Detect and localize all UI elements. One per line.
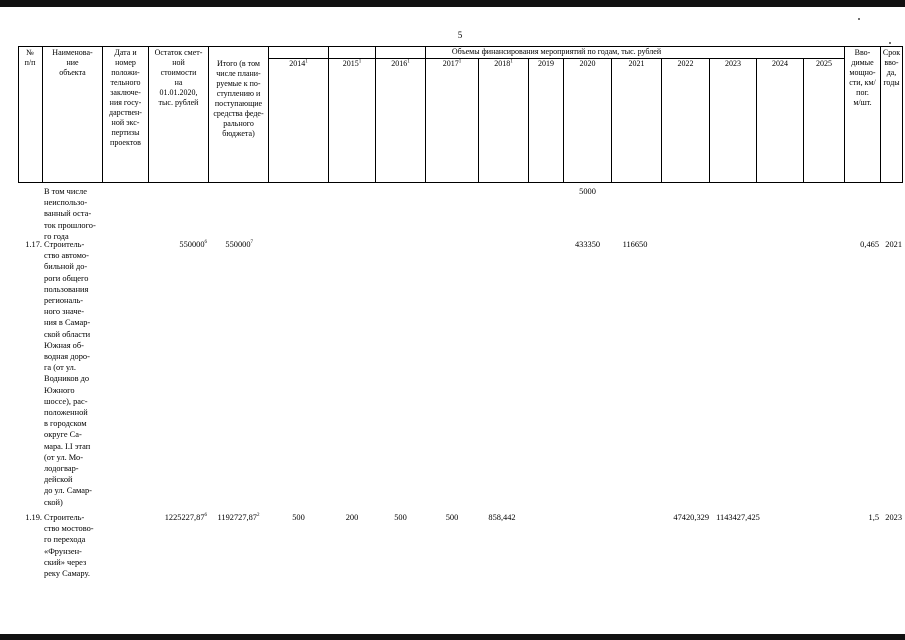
table-row-1-19-2014: 500 (292, 513, 305, 522)
table-row-1-19-2017: 500 (445, 513, 459, 522)
year-header-2014: 2014$^1$ (289, 59, 308, 68)
year-header-2024: 2024 (772, 59, 788, 68)
year-header-2017: 2017$^1$ (442, 59, 462, 68)
financing-table (18, 46, 903, 632)
page-number: 5 (457, 30, 463, 40)
scan-speck (889, 42, 891, 44)
header-number: № п/п (24, 48, 36, 67)
table-row-1-17-2021: 116650 (622, 240, 648, 249)
table-row-1-19-2023: 1143427,425 (716, 513, 760, 522)
year-header-2022: 2022 (677, 59, 694, 68)
table-row-1-19-balance: 1225227,87$^6$ (164, 513, 207, 522)
table-row-1-17-balance: 550000$^6$ (179, 240, 207, 249)
scan-bottom-border (0, 634, 905, 640)
header-total: Итого (в том числе плани- руемые к по- ступлению и поступающие средства феде- рального бюджета) (213, 59, 264, 138)
year-header-2025: 2025 (816, 59, 832, 68)
table-row-1-19-2016: 500 (394, 513, 407, 522)
header-expert-conclusion: Дата и номер положи- тельного заключе- ния госу- дарствен- ной экс- пертизы проектов (109, 48, 142, 147)
table-row-1-19-capacity: 1,5 (868, 513, 879, 522)
table-row-1-19-2015: 200 (345, 513, 359, 522)
year-header-2020: 2020 (579, 59, 596, 68)
header-capacity: Вво- димые мощно- сти, км/ пог. м/шт. (849, 48, 876, 107)
header-financing-volumes: Объемы финансирования мероприятий по годам, тыс. рублей (451, 47, 662, 56)
header-remaining-cost: Остаток смет- ной стоимости на 01.01.2020, тыс. рублей (154, 48, 203, 107)
table-row-1-17-term: 2021 (885, 240, 902, 249)
table-row-1-19-2022: 47420,329 (673, 513, 709, 522)
table-row-1-19-number: 1.19. (25, 513, 42, 522)
header-bottom-rule (18, 182, 903, 183)
table-row-unused-balance-name: В том числе неиспользо- ванный оста- ток прошлого- го года (44, 187, 96, 241)
table-row-1-17-number: 1.17. (25, 240, 42, 249)
table-row-1-17-2020: 433350 (574, 240, 601, 249)
table-row-1-19-name: Строитель- ство мостово- го перехода «Фрунзен- ский» через реку Самару. (44, 513, 94, 579)
table-row-1-19-total: 1192727,87$^2$ (217, 513, 260, 522)
year-header-2023: 2023 (725, 59, 741, 68)
table-row-1-19-term: 2023 (885, 513, 902, 522)
header-commission-term: Срок вво- да, годы (882, 48, 901, 87)
year-header-2015: 2015$^1$ (342, 59, 362, 68)
year-header-2016: 2016$^1$ (391, 59, 410, 68)
year-header-2021: 2021 (628, 59, 645, 68)
header-object-name: Наименова- ние объекта (52, 48, 93, 77)
table-row-1-17-capacity: 0,465 (860, 240, 879, 249)
year-header-2019: 2019 (538, 59, 554, 68)
table-row-1-17-total: 550000$^7$ (225, 240, 253, 249)
table-row-1-19-2018: 858,442 (488, 513, 516, 522)
year-header-2018: 2018$^1$ (494, 59, 513, 68)
scan-top-border (0, 0, 905, 7)
table-row-unused-balance-2020: 5000 (579, 187, 596, 196)
scan-speck (858, 18, 860, 20)
table-row-1-17-name: Строитель- ство автомо- бильной до- роги общего пользования региональ- ного значе- ния в Самар- ской области Южная об- водная доро- га (от ул. Водников до Южного шоссе), рас- положенной в городском округе Са- мара. I.I этап (от ул. Мо- лодогвар- дейской до ул. Самар- ской) (44, 240, 92, 507)
